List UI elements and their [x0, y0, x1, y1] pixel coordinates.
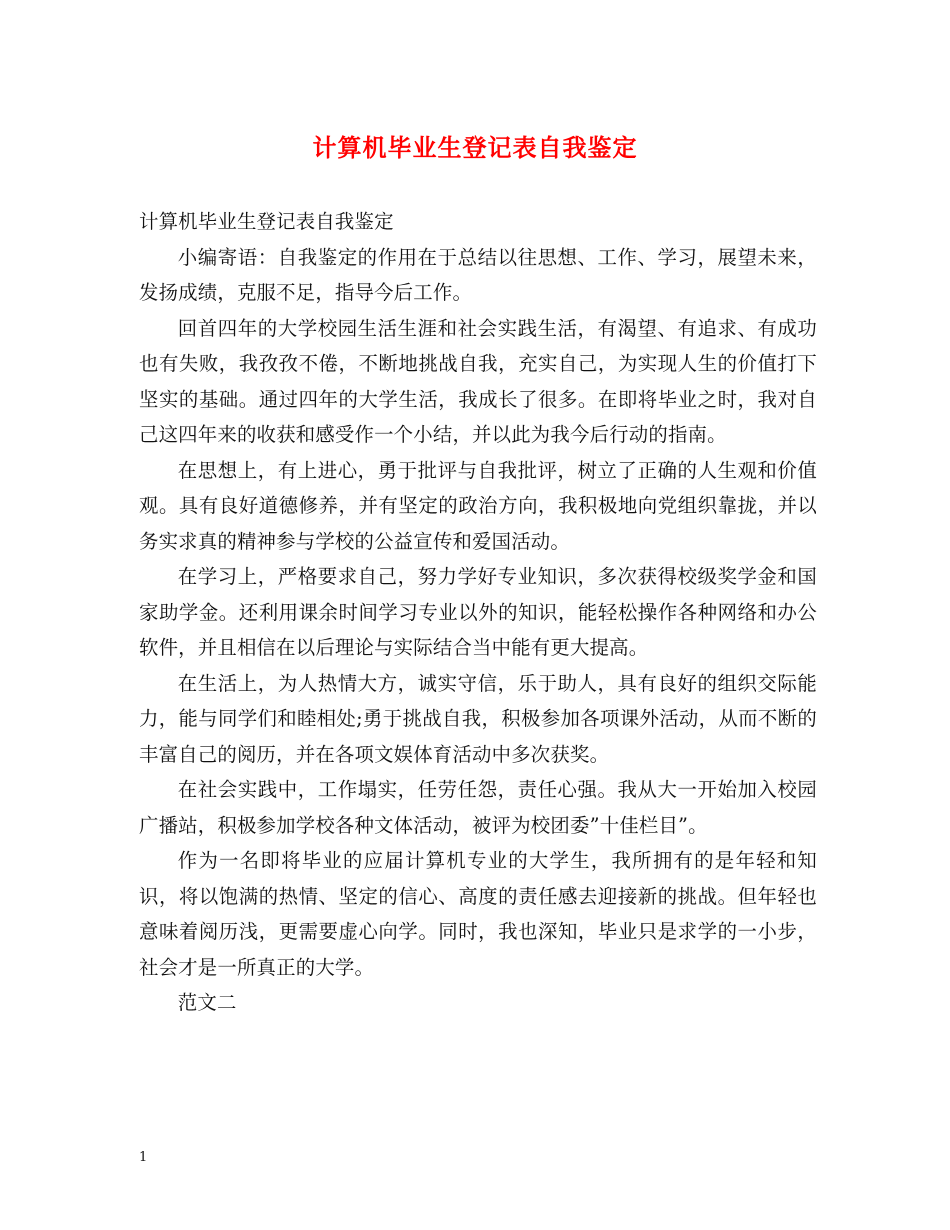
paragraph-review: 回首四年的大学校园生活生涯和社会实践生活，有渴望、有追求、有成功也有失败，我孜孜不倦，不断地挑战自我，充实自己，为实现人生的价值打下坚实的基础。通过四年的大学生活，我成长了很多。在即将毕业之时，我对自己这四年来的收获和感受作一个小结，并以此为我今后行动的指南。 — [139, 316, 817, 446]
document-subtitle: 计算机毕业生登记表自我鉴定 — [139, 210, 394, 233]
document-body — [139, 204, 817, 1021]
document-title: 计算机毕业生登记表自我鉴定 — [312, 133, 638, 162]
paragraph-study: 在学习上，严格要求自己，努力学好专业知识，多次获得校级奖学金和国家助学金。还利用课余时间学习专业以外的知识，能轻松操作各种网络和办公软件，并且相信在以后理论与实际结合当中能有更大提高。 — [139, 565, 817, 659]
paragraph-thought: 在思想上，有上进心，勇于批评与自我批评，树立了正确的人生观和价值观。具有良好道德修养，并有坚定的政治方向，我积极地向党组织靠拢，并以务实求真的精神参与学校的公益宣传和爱国活动。 — [139, 458, 817, 553]
paragraph-sample-two: 范文二 — [177, 991, 237, 1014]
paragraph-life: 在生活上，为人热情大方，诚实守信，乐于助人，具有良好的组织交际能力，能与同学们和睦相处;勇于挑战自我，积极参加各项课外活动，从而不断的丰富自己的阅历，并在各项文娱体育活动中多次获奖。 — [139, 671, 817, 766]
paragraph-social-practice: 在社会实践中，工作塌实，任劳任怨，责任心强。我从大一开始加入校园广播站，积极参加学校各种文体活动，被评为校团委”十佳栏目”。 — [139, 778, 817, 837]
page-number: 1 — [139, 1150, 148, 1165]
paragraph-conclusion: 作为一名即将毕业的应届计算机专业的大学生，我所拥有的是年轻和知识，将以饱满的热情、坚定的信心、高度的责任感去迎接新的挑战。但年轻也意味着阅历浅，更需要虚心向学。同时，我也深知，毕业只是求学的一小步，社会才是一所真正的大学。 — [139, 849, 817, 979]
paragraph-editor-note: 小编寄语：自我鉴定的作用在于总结以往思想、工作、学习，展望未来，发扬成绩，克服不足，指导今后工作。 — [139, 245, 817, 304]
